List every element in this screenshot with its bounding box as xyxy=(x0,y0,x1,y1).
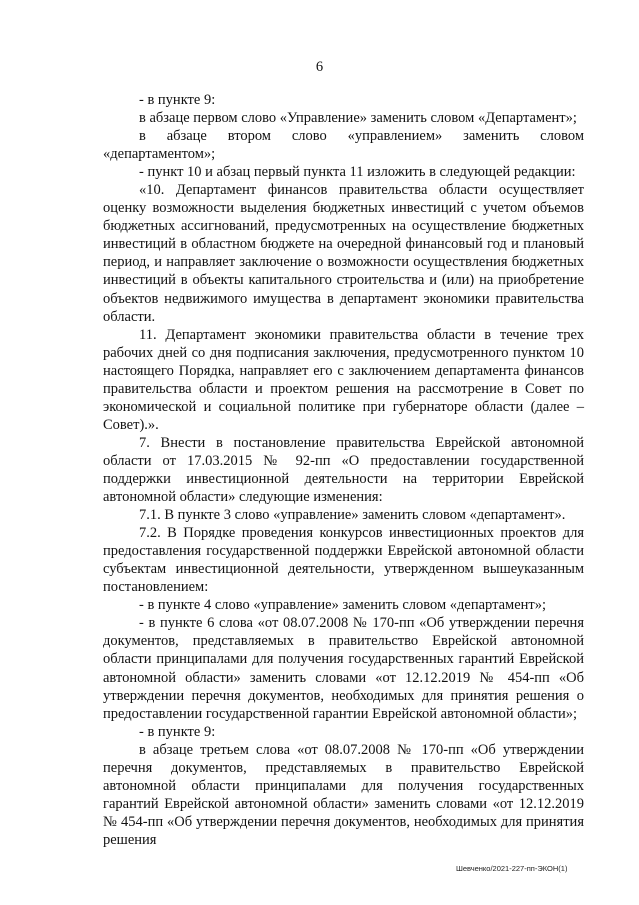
paragraph-item-11-text: 11. Департамент экономики правительства области в течение трех рабочих дней со дня подписания заключения, предусмотренного пунктом 10 настоящего Порядка, направляет его с заключением департамента финансов правительства области и проектом решения на рассмотрение в Совет по экономической и социальной политике при губернаторе области (далее – Совет).». xyxy=(103,326,584,433)
paragraph-item-10-text: «10. Департамент финансов правительства области осуществляет оценку возможности выделения бюджетных инвестиций с учетом объемов бюджетных ассигнований, предусмотренных на осуществление бюджетных инвестиций в областном бюджете на очередной финансовый год и плановый период, и направляет заключение о возможности осуществления бюджетных инвестиций в объекты капитального строительства и (или) на приобретение объектов недвижимого имущества в департамент экономики правительства области. xyxy=(103,182,584,325)
paragraph-section-7-1: 7.1. В пункте 3 слово «управление» заменить словом «департамент». xyxy=(139,507,566,524)
document-body xyxy=(103,91,584,849)
paragraph-third-abzac: в абзаце третьем слова «от 08.07.2008 № 170-пп «Об утверждении перечня документов, представляемых в правительство Еврейской автономной области принципалами для получения государственных гарантий Еврейской автономной области» заменить словами «от 12.12.2019 № 454-пп «Об утверждении перечня документов, необходимых для принятия решения xyxy=(103,741,584,848)
paragraph-items-10-11-intro: - пункт 10 и абзац первый пункта 11 изложить в следующей редакции: xyxy=(139,164,576,181)
paragraph-item-9-heading-2: - в пункте 9: xyxy=(139,723,216,740)
paragraph-item-6-change: - в пункте 6 слова «от 08.07.2008 № 170-пп «Об утверждении перечня документов, представляемых в правительство Еврейской автономной области принципалами для получения государственных гарантий Еврейской автономной области» заменить словами «от 12.12.2019 № 454-пп «Об утверждении перечня документов, необходимых для принятия решения о предоставлении государственной гарантии Еврейской автономной области»; xyxy=(103,615,584,722)
paragraph-item-9-heading: - в пункте 9: xyxy=(139,92,216,108)
document-footer-code: Шевченко/2021-227-пп-ЭКОН(1) xyxy=(456,864,568,873)
paragraph-section-7: 7. Внести в постановление правительства Еврейской автономной области от 17.03.2015 № 92-пп «О предоставлении государственной поддержки инвестиционной деятельности на территории Еврейской автономной области» следующие изменения: xyxy=(103,434,584,506)
paragraph-second-abzac: в абзаце втором слово «управлением» заменить словом «департаментом»; xyxy=(103,128,584,163)
paragraph-item-4-change: - в пункте 4 слово «управление» заменить словом «департамент»; xyxy=(139,597,547,614)
page-number: 6 xyxy=(315,59,324,75)
paragraph-section-7-2: 7.2. В Порядке проведения конкурсов инвестиционных проектов для предоставления государственной поддержки Еврейской автономной области субъектам инвестиционной деятельности, утвержденном вышеуказанным постановлением: xyxy=(103,525,584,596)
paragraph-first-abzac: в абзаце первом слово «Управление» заменить словом «Департамент»; xyxy=(139,110,577,127)
